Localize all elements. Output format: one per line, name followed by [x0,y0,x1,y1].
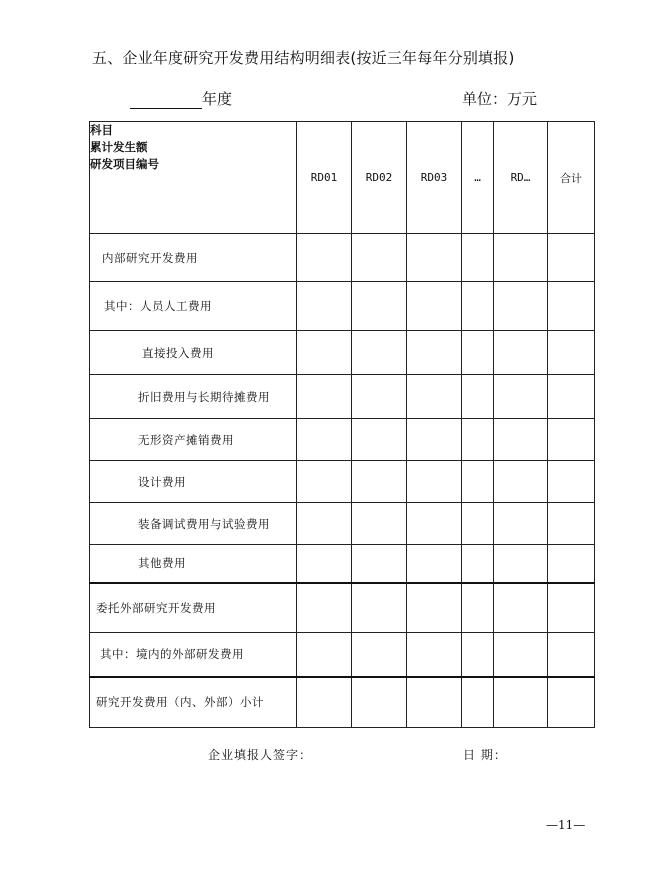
table-cell[interactable] [548,234,595,282]
column-header-rd-more: RD… [494,122,548,234]
table-row [90,375,595,419]
table-cell[interactable] [462,419,494,461]
table-cell[interactable] [548,633,595,677]
table-cell[interactable] [297,375,352,419]
unit-label: 单位：万元 [462,90,538,108]
table-cell[interactable] [297,419,352,461]
table-cell[interactable] [494,282,548,331]
row-label-subtotal: 研究开发费用（内、外部）小计 [90,677,297,728]
table-cell[interactable] [462,583,494,633]
table-cell[interactable] [494,583,548,633]
column-header-rd03: RD03 [407,122,462,234]
row-label-direct-input: 直接投入费用 [90,331,297,375]
row-label-other: 其他费用 [90,545,297,583]
table-cell[interactable] [297,583,352,633]
table-cell[interactable] [407,633,462,677]
table-row [90,234,595,282]
row-label-personnel: 其中：人员人工费用 [90,282,297,331]
table-cell[interactable] [548,677,595,728]
year-label: 年度 [202,90,233,108]
header-row [90,122,595,234]
table-cell[interactable] [352,419,407,461]
table-cell[interactable] [548,419,595,461]
table-cell[interactable] [352,503,407,545]
table-cell[interactable] [462,375,494,419]
table-row [90,583,595,633]
table-cell[interactable] [494,419,548,461]
table-row [90,331,595,375]
table-cell[interactable] [297,677,352,728]
table-cell[interactable] [352,583,407,633]
table-row [90,503,595,545]
table-cell[interactable] [548,503,595,545]
table-row [90,677,595,728]
table-cell[interactable] [407,461,462,503]
table-cell[interactable] [352,545,407,583]
table-cell[interactable] [494,461,548,503]
row-label-internal-rd: 内部研究开发费用 [90,234,297,282]
row-label-depreciation: 折旧费用与长期待摊费用 [90,375,297,419]
table-cell[interactable] [407,419,462,461]
table-cell[interactable] [352,461,407,503]
table-cell[interactable] [297,545,352,583]
page-number: —11— [546,818,586,832]
table-cell[interactable] [407,234,462,282]
date-label: 日 期： [463,748,507,762]
table-cell[interactable] [462,282,494,331]
table-cell[interactable] [407,583,462,633]
year-blank-input[interactable] [130,93,202,109]
corner-line: 研发项目编号 [90,157,159,171]
table-cell[interactable] [494,234,548,282]
row-label-amortization: 无形资产摊销费用 [90,419,297,461]
table-cell[interactable] [407,677,462,728]
column-header-total: 合计 [548,122,595,234]
table-cell[interactable] [494,633,548,677]
table-cell[interactable] [462,234,494,282]
table-cell[interactable] [297,282,352,331]
row-label-external-rd: 委托外部研究开发费用 [90,583,297,633]
table-cell[interactable] [548,545,595,583]
table-cell[interactable] [548,331,595,375]
table-cell[interactable] [352,633,407,677]
table-cell[interactable] [462,633,494,677]
table-cell[interactable] [297,503,352,545]
table-cell[interactable] [462,331,494,375]
table-row [90,419,595,461]
corner-line: 科目 [90,123,113,137]
table-cell[interactable] [352,375,407,419]
table-cell[interactable] [548,375,595,419]
table-cell[interactable] [462,461,494,503]
signature-label: 企业填报人签字： [208,748,313,762]
rd-expense-table [89,121,595,728]
column-header-rd02: RD02 [352,122,407,234]
table-cell[interactable] [352,282,407,331]
column-header-rd01: RD01 [297,122,352,234]
table-cell[interactable] [407,545,462,583]
table-cell[interactable] [297,234,352,282]
table-cell[interactable] [494,545,548,583]
table-cell[interactable] [352,331,407,375]
table-cell[interactable] [494,375,548,419]
table-cell[interactable] [407,282,462,331]
table-cell[interactable] [352,234,407,282]
table-cell[interactable] [494,331,548,375]
table-cell[interactable] [462,677,494,728]
page-title: 五、企业年度研究开发费用结构明细表(按近三年每年分别填报) [92,49,515,67]
row-label-design: 设计费用 [90,461,297,503]
table-cell[interactable] [462,545,494,583]
table-cell[interactable] [407,331,462,375]
table-cell[interactable] [297,461,352,503]
table-cell[interactable] [407,375,462,419]
table-cell[interactable] [548,583,595,633]
table-cell[interactable] [352,677,407,728]
table-cell[interactable] [297,633,352,677]
table-row [90,545,595,583]
table-cell[interactable] [494,677,548,728]
row-label-domestic-external: 其中：境内的外部研发费用 [90,633,297,677]
table-cell[interactable] [407,503,462,545]
table-row [90,461,595,503]
year-field [130,88,232,109]
column-header-ellipsis: … [462,122,494,234]
table-cell[interactable] [548,461,595,503]
row-label-equipment-testing: 装备调试费用与试验费用 [90,503,297,545]
table-cell[interactable] [297,331,352,375]
corner-line: 累计发生额 [90,140,148,154]
table-cell[interactable] [494,503,548,545]
table-cell[interactable] [462,503,494,545]
corner-header [90,122,297,234]
table-row [90,282,595,331]
table-cell[interactable] [548,282,595,331]
table-row [90,633,595,677]
